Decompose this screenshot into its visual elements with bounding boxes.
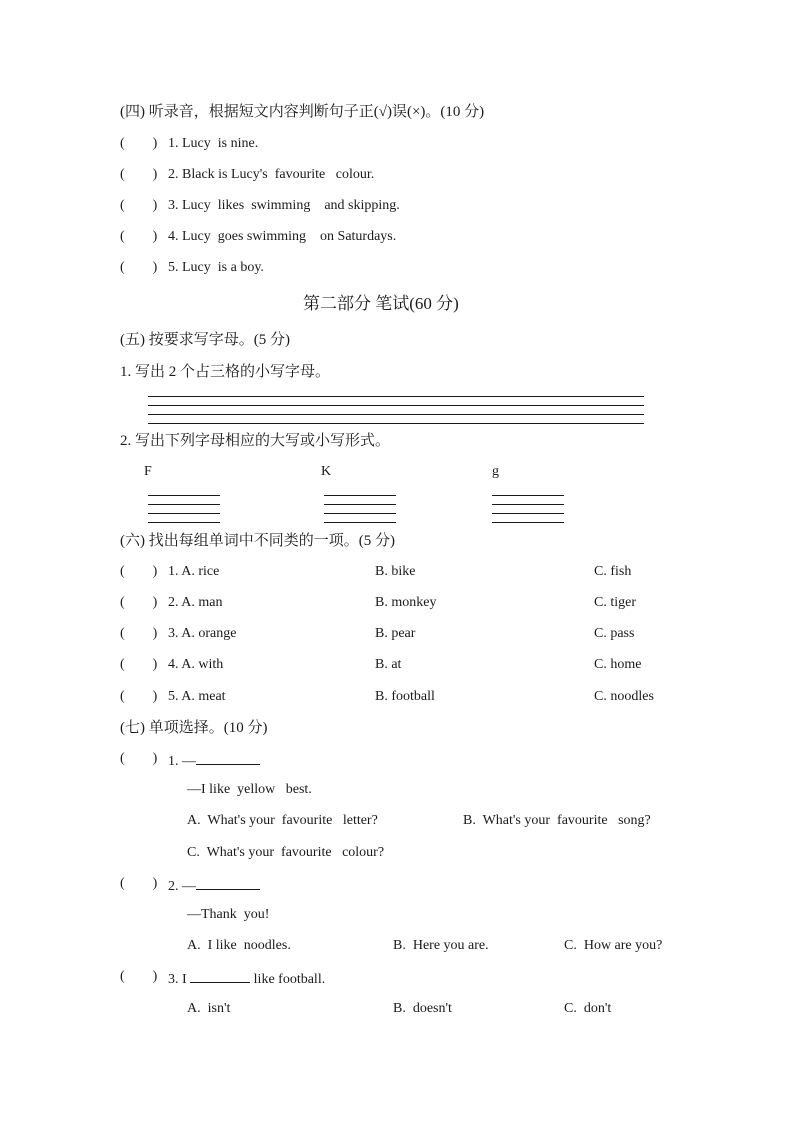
handwriting-lines[interactable] xyxy=(148,396,644,426)
option-c: C. What's your favourite colour? xyxy=(187,845,385,860)
answer-blank[interactable] xyxy=(196,875,260,890)
option-c: C. fish xyxy=(594,564,632,579)
answer-paren[interactable]: ( ) xyxy=(120,136,158,151)
letter-prompt: K xyxy=(321,464,332,479)
handwriting-lines[interactable] xyxy=(492,495,564,525)
answer-blank[interactable] xyxy=(196,750,260,765)
option-a: A. I like noodles. xyxy=(187,938,291,953)
question-1: 1. 写出 2 个占三格的小写字母。 xyxy=(120,364,331,380)
option-a: 3. A. orange xyxy=(168,626,237,641)
section-header-listening: (四) 听录音，根据短文内容判断句子正(√)误(×)。(10 分) xyxy=(120,104,485,120)
letter-prompt: g xyxy=(492,464,499,479)
question-2: 2. 写出下列字母相应的大写或小写形式。 xyxy=(120,433,391,449)
option-b: B. Here you are. xyxy=(393,938,489,953)
answer-paren[interactable]: ( ) xyxy=(120,260,158,275)
option-c: C. tiger xyxy=(594,595,636,610)
option-a: A. What's your favourite letter? xyxy=(187,813,378,828)
option-a: 4. A. with xyxy=(168,657,224,672)
item-text: 1. Lucy is nine. xyxy=(168,136,259,151)
answer-paren[interactable]: ( ) xyxy=(120,751,158,766)
answer-paren[interactable]: ( ) xyxy=(120,229,158,244)
item-text: 3. Lucy likes swimming and skipping. xyxy=(168,198,400,213)
option-c: C. don't xyxy=(564,1001,612,1016)
answer-paren[interactable]: ( ) xyxy=(120,626,158,641)
item-text: 4. Lucy goes swimming on Saturdays. xyxy=(168,229,397,244)
section-header-choice: (七) 单项选择。(10 分) xyxy=(120,720,268,736)
option-b: B. at xyxy=(375,657,402,672)
answer-paren[interactable]: ( ) xyxy=(120,564,158,579)
item-text: 5. Lucy is a boy. xyxy=(168,260,264,275)
answer-paren[interactable]: ( ) xyxy=(120,657,158,672)
question-stem: 2. — xyxy=(168,875,260,896)
handwriting-lines[interactable] xyxy=(324,495,396,525)
section-header-odd-one-out: (六) 找出每组单词中不同类的一项。(5 分) xyxy=(120,533,395,549)
option-b: B. doesn't xyxy=(393,1001,452,1016)
option-c: C. noodles xyxy=(594,689,654,704)
section-header-writing: (五) 按要求写字母。(5 分) xyxy=(120,332,290,348)
answer-paren[interactable]: ( ) xyxy=(120,167,158,182)
answer-paren[interactable]: ( ) xyxy=(120,198,158,213)
item-text: 2. Black is Lucy's favourite colour. xyxy=(168,167,375,182)
handwriting-lines[interactable] xyxy=(148,495,220,525)
letter-prompt: F xyxy=(144,464,152,479)
dialogue-reply: —Thank you! xyxy=(187,907,270,922)
question-stem: 1. — xyxy=(168,750,260,771)
answer-blank[interactable] xyxy=(190,968,250,983)
option-b: B. bike xyxy=(375,564,416,579)
option-a: 1. A. rice xyxy=(168,564,220,579)
option-a: A. isn't xyxy=(187,1001,231,1016)
dialogue-reply: —I like yellow best. xyxy=(187,782,312,797)
answer-paren[interactable]: ( ) xyxy=(120,969,158,984)
option-c: C. pass xyxy=(594,626,635,641)
option-a: 5. A. meat xyxy=(168,689,226,704)
option-b: B. football xyxy=(375,689,435,704)
question-stem: 3. I like football. xyxy=(168,968,325,989)
option-a: 2. A. man xyxy=(168,595,223,610)
answer-paren[interactable]: ( ) xyxy=(120,876,158,891)
part-title: 第二部分 笔试(60 分) xyxy=(303,294,459,313)
option-c: C. How are you? xyxy=(564,938,663,953)
answer-paren[interactable]: ( ) xyxy=(120,595,158,610)
option-b: B. pear xyxy=(375,626,416,641)
answer-paren[interactable]: ( ) xyxy=(120,689,158,704)
option-b: B. monkey xyxy=(375,595,437,610)
option-b: B. What's your favourite song? xyxy=(463,813,651,828)
option-c: C. home xyxy=(594,657,642,672)
